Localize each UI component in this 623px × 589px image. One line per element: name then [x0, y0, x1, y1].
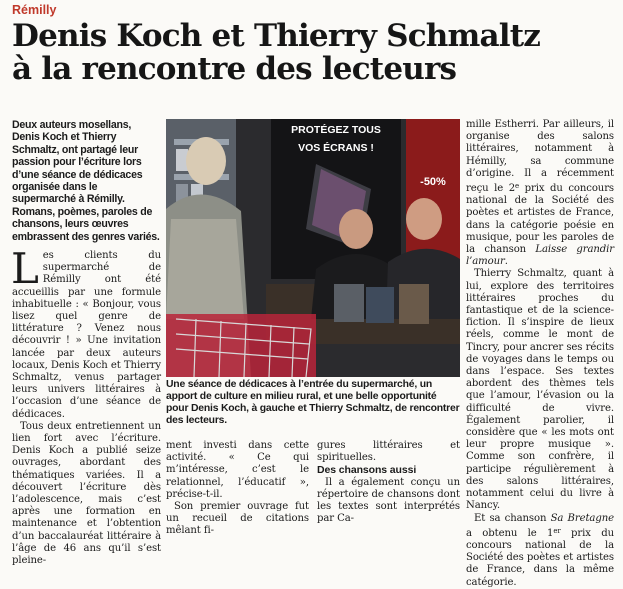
- headline-line-1: Denis Koch et Thierry Schmaltz: [12, 18, 541, 54]
- headline-line-2: à la rencontre des lecteurs: [12, 51, 457, 87]
- section-kicker: Rémilly: [12, 3, 57, 17]
- lede-paragraph: Deux auteurs mosellans, Denis Koch et Thierry Schmaltz, ont partagé leur passion pour l’écriture lors d’une séance de dédicaces organisée dans le supermarché à Rémilly. Romans, poèmes, paroles de chansons, leurs œuvres embrassent des genres variés.: [12, 119, 160, 243]
- subheading: Des chansons aussi: [317, 464, 417, 477]
- col1-paragraph-1: es clients du supermarché de Rémilly ont été accueillis par une formule inhabituelle : « Bonjour, vous lisez quel genre de littérature ? Venez nous découvrir ! » Une invitation lancée par deux auteurs locaux, Denis Koch et Thierry Schmaltz, venus partager leurs univers littéraires à l’occasion d’une séance de dédicaces.: [12, 250, 161, 420]
- poster-text-line-1: PROTÉGEZ TOUS: [291, 124, 381, 136]
- drop-cap: L: [11, 244, 39, 293]
- col4-paragraph-1: [466, 119, 614, 268]
- article-photo: [166, 119, 460, 377]
- supermarket-photo-illustration: [166, 119, 460, 377]
- col4-paragraph-2: Thierry Schmaltz, quant à lui, explore des territoires littéraires proches du fantastique et de la science-fiction. Il s’inspire de lieux réels, comme le mont de Tincry, pour ancrer ses récits de voyages dans le temps ou dans l’espace. Ses textes abordent des thèmes tels que l’amour, l’évasion ou la difficulté de vivre. Également parolier, il considère que « les mots ont leur propre musique ». Comme son confrère, il participe régulièrement à des salons littéraires, notamment celui du livre à Nancy.: [466, 268, 614, 512]
- col2-paragraph-2: Son premier ouvrage fut un recueil de citations mêlant fi-: [166, 501, 309, 537]
- photo-caption: Une séance de dédicaces à l’entrée du supermarché, un apport de culture en milieu rural, et une belle opportunité pour Denis Koch, à gauche et Thierry Schmaltz, de rencontrer des lecteurs.: [166, 379, 460, 427]
- col4-p1-text-b: prix du concours national de la Société des poètes et artistes de France, dans la catégorie poésie en musique, pour les paroles de la chanson: [466, 183, 615, 256]
- col4-p3-text-c: prix du concours national de la Société des poètes et artistes de France, dans la même catégorie.: [466, 527, 614, 588]
- column-4: [466, 119, 614, 589]
- ordinal-superscript-2: er: [553, 526, 561, 535]
- col1-paragraph-2: Tous deux entretiennent un lien fort avec l’écriture. Denis Koch a publié seize ouvrages, abordant des thématiques variées. Il a découvert l’écriture dès l’adolescence, mais c’est après une formation en maintenance et l’obtention d’un baccalauréat littéraire à l’âge de 46 ans qu’il s’est pleine-: [12, 420, 161, 567]
- col4-p3-text-b: a obtenu le 1: [466, 527, 554, 539]
- column-2: [166, 440, 309, 538]
- col4-paragraph-3: [466, 513, 614, 589]
- ordinal-superscript: e: [515, 182, 520, 191]
- song-title: Laisse grandir l’amour: [466, 244, 614, 268]
- column-1: [11, 244, 161, 567]
- promo-text: -50%: [420, 176, 446, 188]
- col4-p1-text-a: mille Estherri. Par ailleurs, il organise des salons littéraires, notamment à Hémilly, sa commune d’origine. Il a récemment reçu le 2: [466, 119, 614, 195]
- col3-paragraph-2: Il a également conçu un répertoire de chansons dont les textes sont interprétés par Ca-: [317, 476, 460, 525]
- column-3: [317, 440, 460, 525]
- col4-p1-text-c: .: [504, 256, 508, 268]
- col4-p3-text-a: Et sa chanson: [474, 512, 551, 524]
- song-title-2: Sa Bretagne: [550, 512, 614, 524]
- col2-paragraph-1: ment investi dans cette activité. « Ce qui m’intéresse, c’est le relationnel, l’éducatif », précise-t-il.: [166, 440, 309, 500]
- col3-paragraph-1: gures littéraires et spirituelles.: [317, 440, 460, 464]
- poster-text-line-2: VOS ÉCRANS !: [298, 142, 374, 154]
- headline: [12, 20, 612, 86]
